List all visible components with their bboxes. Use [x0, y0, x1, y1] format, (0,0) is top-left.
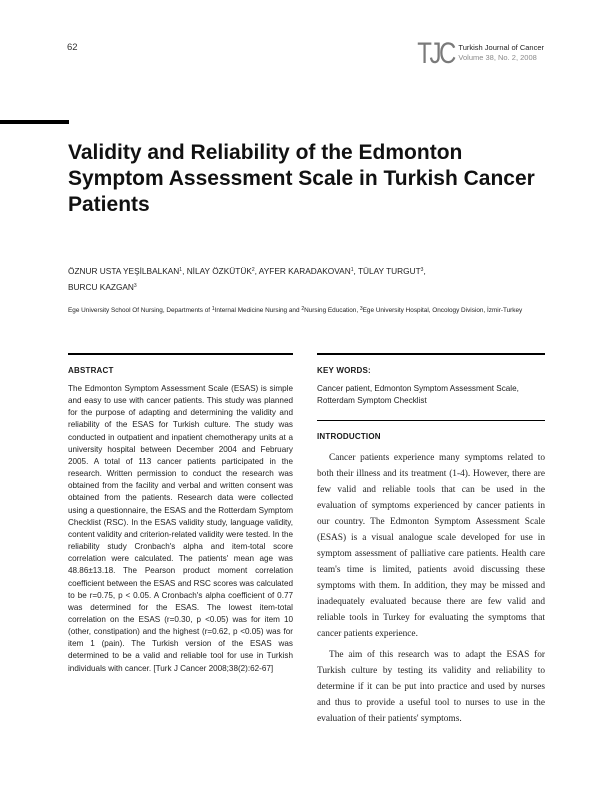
abstract-column	[68, 353, 293, 675]
abstract-text: The Edmonton Symptom Assessment Scale (ESAS) is simple and easy to use with cancer patients. This study was planned for the purpose of adapting and determining the validity and reliability of the ESAS for Turkish culture. The study was conducted in outpatient and inpatient chemotherapy units at a university hospital between December 2004 and February 2005. A total of 113 cancer patients participated in the research. Written permission to conduct the research was obtained from the facility and verbal and written consent was obtained from the patients. Research data were collected using a questionnaire, the ESAS and the Rotterdam Symptom Checklist (RSC). In the ESAS validity study, language validity, content validity and criterion-related validity were tested. In the reliability study Cronbach's alpha and item-total score correlation were calculated. The patients' mean age was 48.86±13.18. The Pearson product moment correlation coefficient between the ESAS and RSC scores was calculated to be r=0.75, p < 0.05. A Cronbach's alpha coefficient of 0.77 was determined for the ESAS. The lowest item-total correlation on the ESAS (r=0.30, p <0.05) was for item 10 (other, constipation) and the highest (r=0.62, p <0.05) was for item 1 (pain). The Turkish version of the ESAS was determined to be a valid and reliable tool for use in Turkish individuals with cancer. [Turk J Cancer 2008;38(2):62-67]	[68, 384, 293, 673]
author-affiliation-mark: 1	[179, 267, 183, 273]
author-name: BURCU KAZGAN	[68, 282, 134, 292]
keywords-text: Cancer patient, Edmonton Symptom Assessment Scale, Rotterdam Symptom Checklist	[317, 384, 519, 406]
author-list: ÖZNUR USTA YEŞİLBALKAN$^1$, NİLAY ÖZKÜTÜK$^2$, AYFER KARADAKOVAN$^1$, TÜLAY TURGUT$^3$, BURCU KAZGAN$^3$	[68, 266, 426, 292]
journal-logo: TJC	[417, 37, 455, 70]
journal-volume: Volume 38, No. 2, 2008	[458, 53, 537, 62]
abstract-heading: ABSTRACT	[68, 366, 114, 375]
journal-name: Turkish Journal of Cancer	[458, 43, 544, 52]
introduction-rule	[317, 420, 545, 421]
author-affiliation-mark: 3	[133, 283, 137, 289]
abstract-rule	[68, 353, 293, 355]
journal-header	[408, 37, 544, 70]
introduction-heading: INTRODUCTION	[317, 432, 381, 442]
affiliations: Ege University School Of Nursing, Departments of $^1$Internal Medicine Nursing and $^2$Nursing Education, $^3$Ege University Hospital, Oncology Division, İzmir-Turkey	[68, 306, 523, 314]
author-affiliation-mark: 1	[350, 267, 354, 273]
author-name: ÖZNUR USTA YEŞİLBALKAN	[68, 266, 180, 276]
author-name: TÜLAY TURGUT	[357, 266, 421, 276]
page-number: 62	[67, 42, 78, 53]
author-affiliation-mark: 2	[251, 267, 255, 273]
introduction-paragraph: The aim of this research was to adapt the ESAS for Turkish culture by testing its validity and reliability to determine if it can be put into practice and used by nurses and thus to provide a useful tool to nurses to use in the evaluation of their patients' symptoms.	[317, 650, 545, 725]
author-name: NİLAY ÖZKÜTÜK	[186, 266, 252, 276]
keywords-rule	[317, 353, 545, 355]
article-title: Validity and Reliability of the Edmonton Symptom Assessment Scale in Turkish Cancer Patients	[68, 141, 535, 216]
keywords-heading: KEY WORDS:	[317, 366, 371, 375]
journal-info	[458, 43, 544, 63]
author-affiliation-mark: 3	[420, 267, 424, 273]
right-column	[317, 353, 545, 727]
author-name: AYFER KARADAKOVAN	[258, 266, 351, 276]
title-rule	[0, 120, 69, 124]
introduction-paragraph: Cancer patients experience many symptoms related to both their illness and its treatment (1-4). However, there are few valid and reliable tools that can be used in the evaluation of symptoms experienced by cancer patients in our country. The Edmonton Symptom Assessment Scale (ESAS) is a visual analogue scale developed for use in symptom assessment of palliative care patients. Health care team's time is limited, patients avoid discussing these symptoms with them. In addition, they may be missed and inadequately evaluated because there are few valid and reliable tools in Turkey for evaluating the symptoms that cancer patients experience.	[317, 453, 545, 640]
